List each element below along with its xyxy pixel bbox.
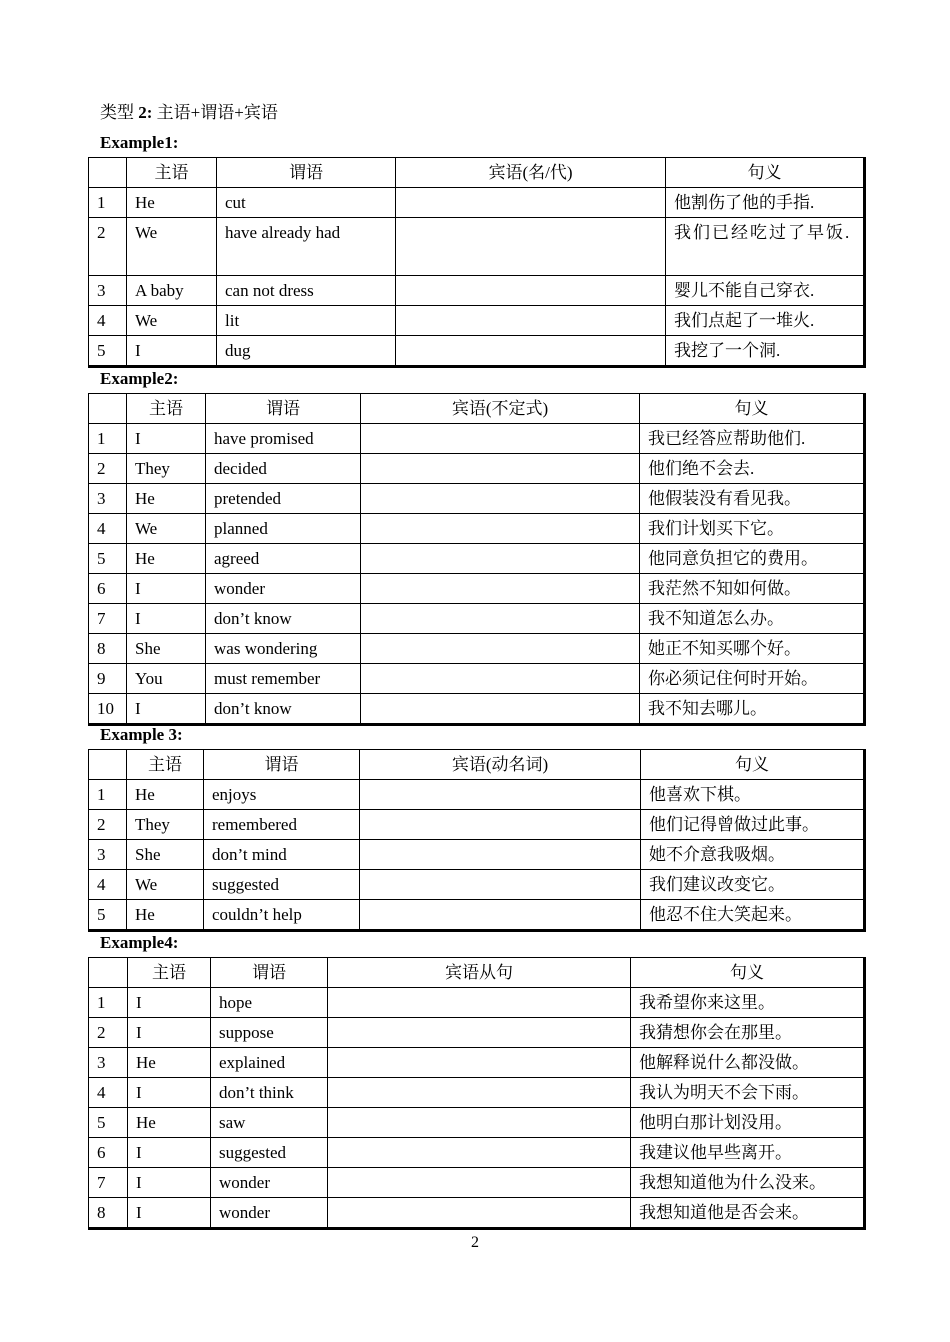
meaning-cell: 我建议他早些离开。: [631, 1138, 865, 1168]
subject-cell: I: [127, 694, 206, 725]
subject-cell: I: [127, 574, 206, 604]
table-header-row: [89, 158, 865, 188]
row-number: 3: [89, 484, 127, 514]
object-cell: [361, 604, 640, 634]
section-heading: [100, 101, 278, 125]
header-cell: [89, 158, 127, 188]
object-cell: [328, 1138, 631, 1168]
table-row: [89, 218, 865, 276]
object-cell: [328, 988, 631, 1018]
subject-cell: We: [127, 218, 217, 276]
subject-cell: They: [127, 454, 206, 484]
subject-cell: I: [128, 1198, 211, 1229]
object-cell: [361, 664, 640, 694]
predicate-cell: lit: [217, 306, 396, 336]
predicate-cell: decided: [206, 454, 361, 484]
table-row: [89, 1138, 865, 1168]
table-header-row: [89, 958, 865, 988]
table-row: [89, 1018, 865, 1048]
meaning-cell: 我们建议改变它。: [641, 870, 865, 900]
page-number: 2: [471, 1234, 479, 1251]
predicate-cell: don’t mind: [204, 840, 360, 870]
example3-table: [88, 749, 866, 932]
header-cell: 句义: [631, 958, 865, 988]
header-cell: [89, 394, 127, 424]
object-cell: [396, 276, 666, 306]
meaning-cell: 他忍不住大笑起来。: [641, 900, 865, 931]
subject-cell: We: [127, 870, 204, 900]
table-row: [89, 870, 865, 900]
row-number: 5: [89, 1108, 128, 1138]
predicate-cell: must remember: [206, 664, 361, 694]
subject-cell: I: [128, 1138, 211, 1168]
object-cell: [328, 1078, 631, 1108]
row-number: 5: [89, 544, 127, 574]
predicate-cell: agreed: [206, 544, 361, 574]
row-number: 8: [89, 634, 127, 664]
meaning-cell: 我认为明天不会下雨。: [631, 1078, 865, 1108]
table-row: [89, 276, 865, 306]
predicate-cell: hope: [211, 988, 328, 1018]
subject-cell: He: [128, 1108, 211, 1138]
table-row: [89, 544, 865, 574]
row-number: 6: [89, 574, 127, 604]
subject-cell: I: [127, 336, 217, 367]
row-number: 2: [89, 454, 127, 484]
meaning-cell: 他明白那计划没用。: [631, 1108, 865, 1138]
predicate-cell: don’t know: [206, 694, 361, 725]
predicate-cell: suggested: [204, 870, 360, 900]
predicate-cell: have promised: [206, 424, 361, 454]
predicate-cell: remembered: [204, 810, 360, 840]
predicate-cell: wonder: [211, 1198, 328, 1229]
predicate-cell: was wondering: [206, 634, 361, 664]
subject-cell: He: [127, 188, 217, 218]
subject-cell: She: [127, 840, 204, 870]
example1-title: Example1:: [100, 133, 179, 152]
meaning-cell: 婴儿不能自己穿衣.: [666, 276, 865, 306]
predicate-cell: have already had: [217, 218, 396, 276]
predicate-cell: saw: [211, 1108, 328, 1138]
subject-cell: He: [127, 780, 204, 810]
table-row: [89, 694, 865, 725]
predicate-cell: suggested: [211, 1138, 328, 1168]
meaning-cell: 我想知道他为什么没来。: [631, 1168, 865, 1198]
row-number: 5: [89, 900, 127, 931]
heading-text: 主语+谓语+宾语: [152, 103, 278, 122]
object-cell: [361, 514, 640, 544]
table-row: [89, 484, 865, 514]
table-row: [89, 336, 865, 367]
header-cell: 宾语(动名词): [360, 750, 641, 780]
row-number: 9: [89, 664, 127, 694]
subject-cell: I: [128, 988, 211, 1018]
header-cell: 宾语(名/代): [396, 158, 666, 188]
row-number: 6: [89, 1138, 128, 1168]
subject-cell: He: [127, 484, 206, 514]
row-number: 8: [89, 1198, 128, 1229]
table-row: [89, 574, 865, 604]
header-cell: [89, 750, 127, 780]
meaning-cell: 他割伤了他的手指.: [666, 188, 865, 218]
predicate-cell: enjoys: [204, 780, 360, 810]
example4-table: [88, 957, 866, 1230]
object-cell: [361, 634, 640, 664]
object-cell: [328, 1168, 631, 1198]
row-number: 1: [89, 424, 127, 454]
row-number: 1: [89, 780, 127, 810]
row-number: 3: [89, 840, 127, 870]
meaning-cell: 她不介意我吸烟。: [641, 840, 865, 870]
subject-cell: He: [127, 544, 206, 574]
object-cell: [361, 424, 640, 454]
heading-number: 2:: [138, 103, 153, 122]
table-row: [89, 988, 865, 1018]
subject-cell: She: [127, 634, 206, 664]
header-cell: 谓语: [217, 158, 396, 188]
object-cell: [328, 1048, 631, 1078]
object-cell: [360, 840, 641, 870]
header-cell: 句义: [640, 394, 865, 424]
header-cell: 主语: [128, 958, 211, 988]
header-cell: 句义: [666, 158, 865, 188]
header-cell: 谓语: [211, 958, 328, 988]
table-row: [89, 1108, 865, 1138]
table-header-row: [89, 394, 865, 424]
meaning-cell: 我们已经吃过了早饭.: [666, 218, 865, 276]
predicate-cell: wonder: [206, 574, 361, 604]
row-number: 3: [89, 1048, 128, 1078]
meaning-cell: 他们记得曾做过此事。: [641, 810, 865, 840]
object-cell: [328, 1018, 631, 1048]
subject-cell: I: [127, 424, 206, 454]
header-cell: [89, 958, 128, 988]
predicate-cell: cut: [217, 188, 396, 218]
subject-cell: A baby: [127, 276, 217, 306]
row-number: 4: [89, 514, 127, 544]
meaning-cell: 我们计划买下它。: [640, 514, 865, 544]
object-cell: [396, 188, 666, 218]
row-number: 3: [89, 276, 127, 306]
table-header-row: [89, 750, 865, 780]
subject-cell: He: [128, 1048, 211, 1078]
subject-cell: I: [127, 604, 206, 634]
meaning-cell: 我猜想你会在那里。: [631, 1018, 865, 1048]
header-cell: 谓语: [204, 750, 360, 780]
row-number: 2: [89, 1018, 128, 1048]
meaning-cell: 他假装没有看见我。: [640, 484, 865, 514]
table-row: [89, 810, 865, 840]
table-row: [89, 840, 865, 870]
subject-cell: We: [127, 514, 206, 544]
predicate-cell: pretended: [206, 484, 361, 514]
predicate-cell: explained: [211, 1048, 328, 1078]
subject-cell: They: [127, 810, 204, 840]
predicate-cell: couldn’t help: [204, 900, 360, 931]
meaning-cell: 他喜欢下棋。: [641, 780, 865, 810]
row-number: 5: [89, 336, 127, 367]
meaning-cell: 我已经答应帮助他们.: [640, 424, 865, 454]
meaning-cell: 我想知道他是否会来。: [631, 1198, 865, 1229]
example2-table: [88, 393, 866, 726]
example2-title: Example2:: [100, 369, 179, 388]
meaning-cell: 我挖了一个洞.: [666, 336, 865, 367]
row-number: 4: [89, 1078, 128, 1108]
row-number: 2: [89, 810, 127, 840]
object-cell: [328, 1198, 631, 1229]
table-row: [89, 1078, 865, 1108]
row-number: 10: [89, 694, 127, 725]
example3-title: Example 3:: [100, 725, 183, 744]
subject-cell: I: [128, 1078, 211, 1108]
table-row: [89, 780, 865, 810]
object-cell: [396, 336, 666, 367]
meaning-cell: 我希望你来这里。: [631, 988, 865, 1018]
meaning-cell: 他解释说什么都没做。: [631, 1048, 865, 1078]
subject-cell: I: [128, 1168, 211, 1198]
row-number: 7: [89, 604, 127, 634]
meaning-cell: 她正不知买哪个好。: [640, 634, 865, 664]
object-cell: [396, 218, 666, 276]
table-row: [89, 454, 865, 484]
row-number: 7: [89, 1168, 128, 1198]
header-cell: 谓语: [206, 394, 361, 424]
table-row: [89, 664, 865, 694]
predicate-cell: planned: [206, 514, 361, 544]
predicate-cell: wonder: [211, 1168, 328, 1198]
table-row: [89, 514, 865, 544]
heading-prefix: 类型: [100, 103, 139, 122]
meaning-cell: 我不知去哪儿。: [640, 694, 865, 725]
table-row: [89, 604, 865, 634]
meaning-cell: 我茫然不知如何做。: [640, 574, 865, 604]
table-row: [89, 1198, 865, 1229]
predicate-cell: suppose: [211, 1018, 328, 1048]
predicate-cell: dug: [217, 336, 396, 367]
row-number: 2: [89, 218, 127, 276]
object-cell: [361, 574, 640, 604]
table-row: [89, 188, 865, 218]
subject-cell: You: [127, 664, 206, 694]
object-cell: [396, 306, 666, 336]
header-cell: 宾语从句: [328, 958, 631, 988]
predicate-cell: don’t know: [206, 604, 361, 634]
meaning-cell: 我们点起了一堆火.: [666, 306, 865, 336]
table-row: [89, 1168, 865, 1198]
example4-title: Example4:: [100, 933, 179, 952]
meaning-cell: 他们绝不会去.: [640, 454, 865, 484]
row-number: 4: [89, 870, 127, 900]
object-cell: [361, 544, 640, 574]
example1-table: [88, 157, 866, 368]
object-cell: [328, 1108, 631, 1138]
header-cell: 主语: [127, 750, 204, 780]
meaning-cell: 你必须记住何时开始。: [640, 664, 865, 694]
table-row: [89, 900, 865, 931]
object-cell: [360, 810, 641, 840]
row-number: 1: [89, 188, 127, 218]
object-cell: [360, 900, 641, 931]
object-cell: [360, 780, 641, 810]
meaning-cell: 他同意负担它的费用。: [640, 544, 865, 574]
header-cell: 宾语(不定式): [361, 394, 640, 424]
subject-cell: He: [127, 900, 204, 931]
object-cell: [361, 484, 640, 514]
subject-cell: I: [128, 1018, 211, 1048]
header-cell: 句义: [641, 750, 865, 780]
subject-cell: We: [127, 306, 217, 336]
table-row: [89, 1048, 865, 1078]
row-number: 1: [89, 988, 128, 1018]
object-cell: [361, 454, 640, 484]
header-cell: 主语: [127, 394, 206, 424]
predicate-cell: don’t think: [211, 1078, 328, 1108]
object-cell: [360, 870, 641, 900]
table-row: [89, 306, 865, 336]
meaning-cell: 我不知道怎么办。: [640, 604, 865, 634]
table-row: [89, 424, 865, 454]
table-row: [89, 634, 865, 664]
predicate-cell: can not dress: [217, 276, 396, 306]
object-cell: [361, 694, 640, 725]
row-number: 4: [89, 306, 127, 336]
header-cell: 主语: [127, 158, 217, 188]
